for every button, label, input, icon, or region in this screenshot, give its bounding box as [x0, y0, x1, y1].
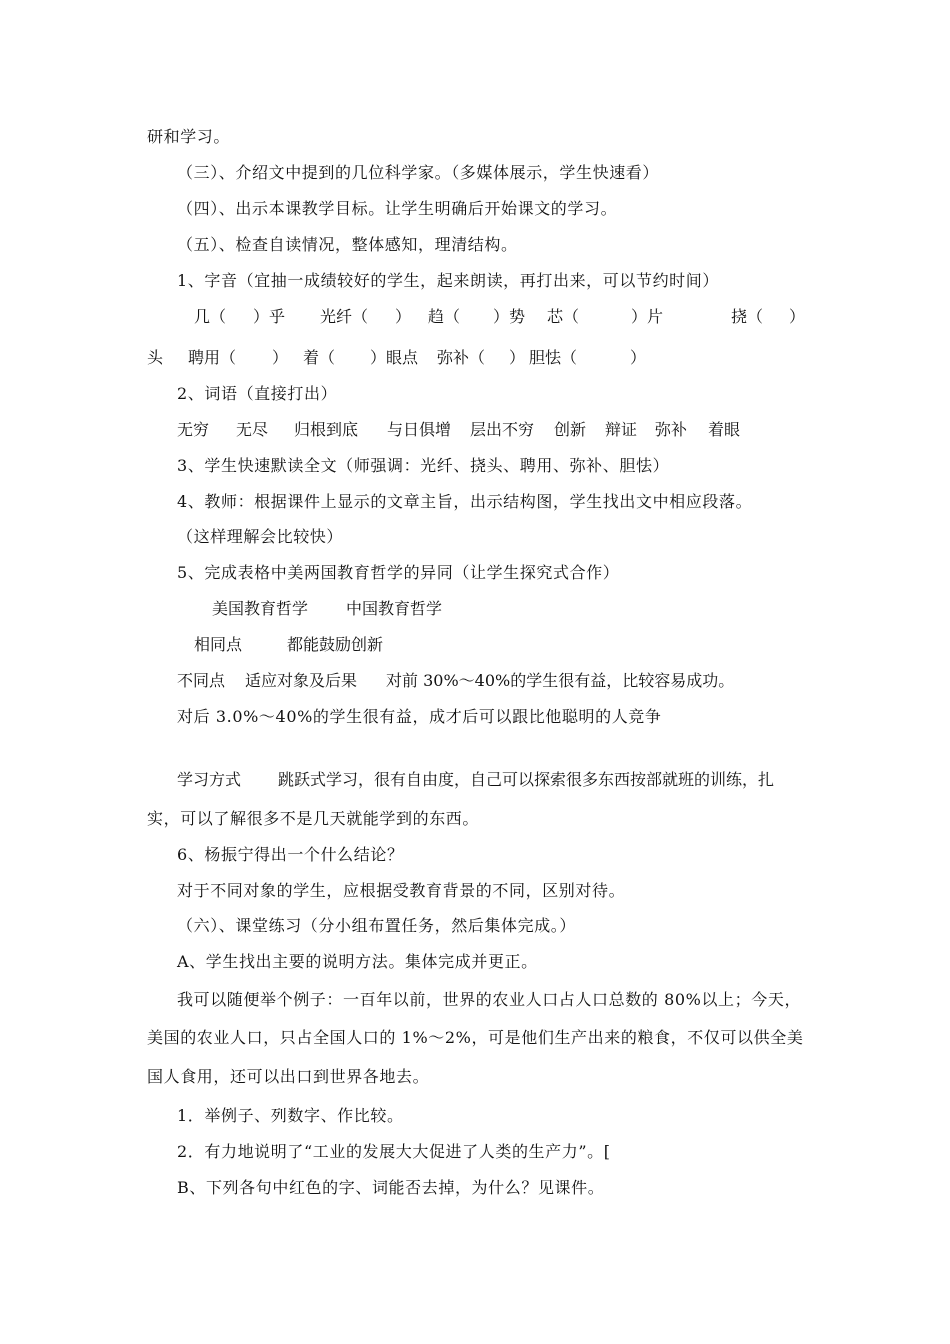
pinyin-item: 着（	[303, 348, 336, 367]
table-cell-method: 跳跃式学习，很有自由度，自己可以探索很多东西按部就班的训练，扎	[278, 770, 775, 789]
pinyin-item: ）	[395, 307, 412, 326]
pinyin-item: 弥补（	[437, 348, 486, 367]
text-line: B、下列各句中红色的字、词能否去掉，为什么？见课件。	[177, 1178, 605, 1197]
table-header-cn: 中国教育哲学	[346, 599, 443, 618]
table-header-us: 美国教育哲学	[212, 599, 309, 618]
text-line: 美国的农业人口，只占全国人口的 1%～2%，可是他们生产出来的粮食，不仅可以供全美	[147, 1028, 804, 1047]
pinyin-item: 聘用（	[188, 348, 237, 367]
pinyin-item: 挠（	[731, 307, 764, 326]
text-line: 5、完成表格中美两国教育哲学的异同（让学生探究式合作）	[177, 563, 620, 582]
pinyin-item: ）	[509, 348, 526, 367]
vocab-item: 层出不穷	[470, 420, 535, 439]
text-line: （四）、出示本课教学目标。让学生明确后开始课文的学习。	[177, 199, 618, 218]
table-cell-same: 都能鼓励创新	[287, 635, 384, 654]
text-line: （六）、课堂练习（分小组布置任务，然后集体完成。）	[177, 916, 577, 935]
vocab-item: 无穷	[177, 420, 210, 439]
pinyin-item: 芯（	[547, 307, 580, 326]
pinyin-item: 趋（	[428, 307, 461, 326]
vocab-item: 创新	[554, 420, 587, 439]
pinyin-item: ）乎	[253, 307, 286, 326]
vocab-item: 归根到底	[294, 420, 359, 439]
table-row-label-diff: 不同点	[177, 671, 226, 690]
text-line: 对于不同对象的学生，应根据受教育背景的不同，区别对待。	[177, 881, 626, 900]
table-row-label-method: 学习方式	[177, 770, 242, 789]
text-line: 2、词语（直接打出）	[177, 384, 338, 403]
text-line: 我可以随便举个例子：一百年以前，世界的农业人口占人口总数的 80%以上；今天，	[177, 990, 802, 1009]
text-line: A、学生找出主要的说明方法。集体完成并更正。	[177, 952, 538, 971]
text-line: 6、杨振宁得出一个什么结论？	[177, 845, 404, 864]
pinyin-item: ）眼点	[370, 348, 419, 367]
pinyin-item: 几（	[194, 307, 227, 326]
vocab-item: 着眼	[708, 420, 741, 439]
text-line: （五）、检查自读情况，整体感知，理清结构。	[177, 235, 518, 254]
pinyin-item: 光纤（	[320, 307, 369, 326]
pinyin-item: 头	[147, 348, 164, 367]
pinyin-item: 胆怯（	[529, 348, 578, 367]
pinyin-item: ）	[789, 307, 806, 326]
table-cell-diff-us: 对前 30%～40%的学生很有益，比较容易成功。	[386, 671, 735, 690]
pinyin-item: ）片	[631, 307, 664, 326]
text-line: 研和学习。	[147, 127, 231, 146]
table-cell-diff-cn: 对后 3.0%～40%的学生很有益，成才后可以跟比他聪明的人竞争	[177, 707, 662, 726]
text-line: （三）、介绍文中提到的几位科学家。（多媒体展示，学生快速看）	[177, 163, 660, 182]
text-line: 2．有力地说明了“工业的发展大大促进了人类的生产力”。[	[177, 1142, 611, 1161]
vocab-item: 弥补	[655, 420, 688, 439]
pinyin-item: ）势	[493, 307, 526, 326]
text-line: 实，可以了解很多不是几天就能学到的东西。	[147, 809, 480, 828]
vocab-item: 无尽	[236, 420, 269, 439]
pinyin-item: ）	[630, 348, 647, 367]
vocab-item: 辩证	[605, 420, 638, 439]
text-line: 3、学生快速默读全文（师强调：光纤、挠头、聘用、弥补、胆怯）	[177, 456, 670, 475]
text-line: 4、教师：根据课件上显示的文章主旨，出示结构图，学生找出文中相应段落。	[177, 492, 753, 511]
text-line: 1．举例子、列数字、作比较。	[177, 1106, 404, 1125]
pinyin-item: ）	[272, 348, 289, 367]
text-line: 国人食用，还可以出口到世界各地去。	[147, 1067, 430, 1086]
table-cell-diff-sub: 适应对象及后果	[245, 671, 358, 690]
text-line: 1、字音（宜抽一成绩较好的学生，起来朗读，再打出来，可以节约时间）	[177, 271, 719, 290]
vocab-item: 与日俱增	[387, 420, 452, 439]
table-row-label-same: 相同点	[194, 635, 243, 654]
text-line: （这样理解会比较快）	[177, 527, 344, 546]
